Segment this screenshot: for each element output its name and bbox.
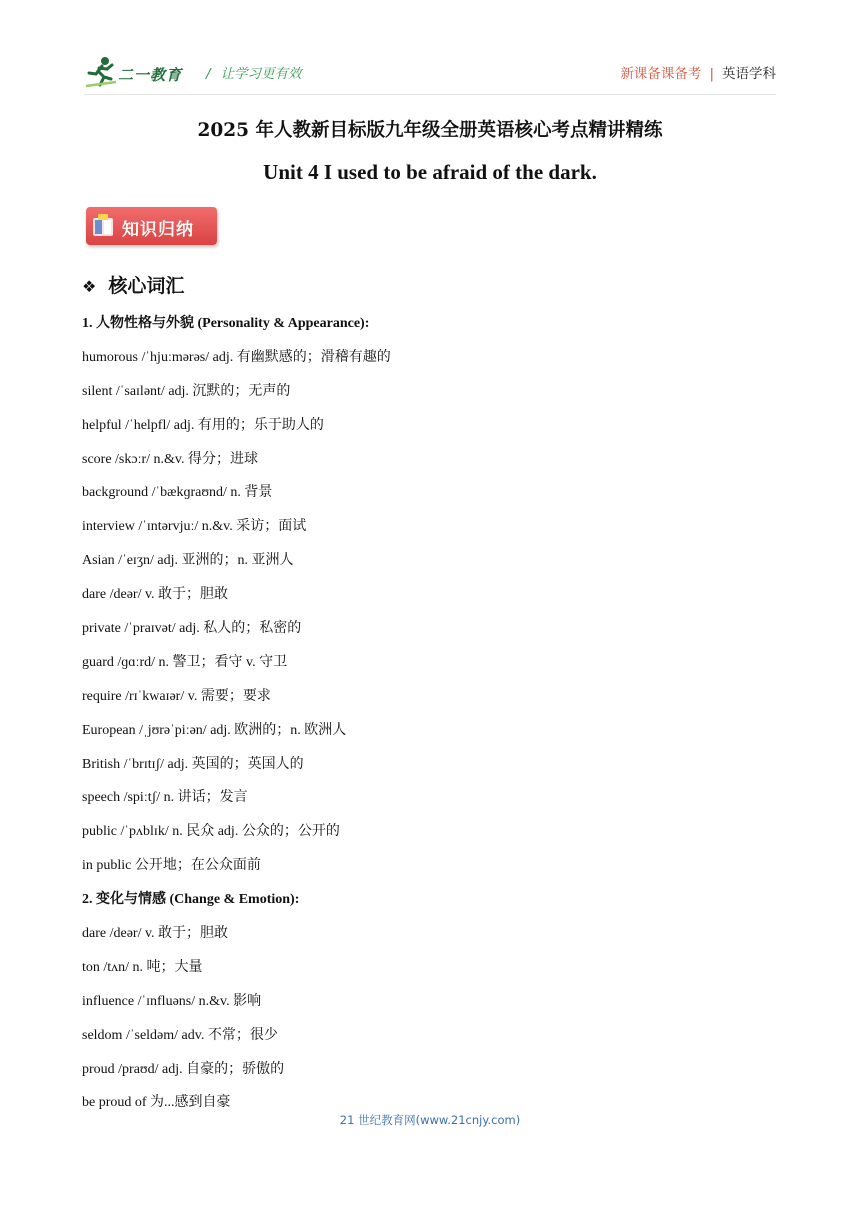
vocabulary-entry: be proud of 为...感到自豪 — [82, 1095, 231, 1111]
badge-label: 知识归纳 — [122, 220, 194, 240]
slogan-separator: / — [206, 66, 211, 82]
section-heading — [82, 271, 184, 298]
vocabulary-entry: silent /ˈsaɪlənt/ adj. 沉默的；无声的 — [82, 383, 291, 399]
vocabulary-entry: European /ˌjʊrəˈpiːən/ adj. 欧洲的；n. 欧洲人 — [82, 722, 347, 738]
section-heading-text: 核心词汇 — [108, 275, 185, 297]
section-badge — [86, 207, 217, 245]
runner-icon — [84, 55, 118, 89]
vocabulary-entry: British /ˈbrɪtɪʃ/ adj. 英国的；英国人的 — [82, 756, 304, 772]
vocabulary-entry: proud /praʊd/ adj. 自豪的；骄傲的 — [82, 1061, 285, 1077]
category-heading: 1. 人物性格与外貌 (Personality & Appearance): — [82, 316, 370, 331]
vocabulary-entry: dare /deər/ v. 敢于；胆敢 — [82, 926, 229, 942]
vocabulary-entry: influence /ˈɪnfluəns/ n.&v. 影响 — [82, 993, 262, 1009]
unit-title: Unit 4 I used to be afraid of the dark. — [263, 160, 597, 184]
slogan-text: 让学习更有效 — [220, 66, 302, 82]
header-tags — [620, 62, 776, 82]
page-footer: 21 世纪教育网(www.21cnjy.com) — [339, 1113, 521, 1127]
vocabulary-list — [82, 311, 782, 1124]
vocabulary-entry: ton /tʌn/ n. 吨；大量 — [82, 959, 203, 975]
vocabulary-entry: public /ˈpʌblɪk/ n. 民众 adj. 公众的；公开的 — [82, 824, 340, 840]
slogan — [206, 62, 302, 82]
vocabulary-entry: background /ˈbækɡraʊnd/ n. 背景 — [82, 485, 273, 501]
vocabulary-entry: private /ˈpraɪvət/ adj. 私人的；私密的 — [82, 621, 302, 637]
vocabulary-entry: seldom /ˈseldəm/ adv. 不常；很少 — [82, 1027, 278, 1043]
vocabulary-entry: humorous /ˈhjuːmərəs/ adj. 有幽默感的；滑稽有趣的 — [82, 349, 391, 365]
category-heading: 2. 变化与情感 (Change & Emotion): — [82, 892, 300, 908]
book-icon — [92, 214, 114, 238]
brand-logo — [84, 55, 194, 89]
vocabulary-entry: guard /ɡɑːrd/ n. 警卫；看守 v. 守卫 — [82, 654, 288, 670]
vocabulary-entry: in public 公开地；在公众面前 — [82, 858, 261, 874]
header-divider — [84, 94, 776, 95]
vocabulary-entry: score /skɔːr/ n.&v. 得分；进球 — [82, 451, 259, 467]
vocabulary-entry: require /rɪˈkwaɪər/ v. 需要；要求 — [82, 688, 271, 704]
vocabulary-entry: interview /ˈɪntərvjuː/ n.&v. 采访；面试 — [82, 519, 307, 535]
document-title: 2025 年人教新目标版九年级全册英语核心考点精讲精练 — [197, 120, 663, 141]
vocabulary-entry: helpful /ˈhelpfl/ adj. 有用的；乐于助人的 — [82, 417, 324, 433]
vocabulary-entry: Asian /ˈeɪʒn/ adj. 亚洲的；n. 亚洲人 — [82, 553, 294, 569]
header-separator: | — [709, 66, 714, 82]
header-tag: 新课备课备考 — [620, 66, 702, 82]
page-header — [84, 55, 776, 89]
header-subject: 英语学科 — [722, 66, 776, 82]
vocabulary-entry: dare /deər/ v. 敢于；胆敢 — [82, 587, 229, 603]
vocabulary-entry: speech /spiːtʃ/ n. 讲话；发言 — [82, 790, 248, 806]
diamond-bullet-icon: ❖ — [82, 277, 97, 296]
brand-name: 二一教育 — [118, 66, 183, 84]
